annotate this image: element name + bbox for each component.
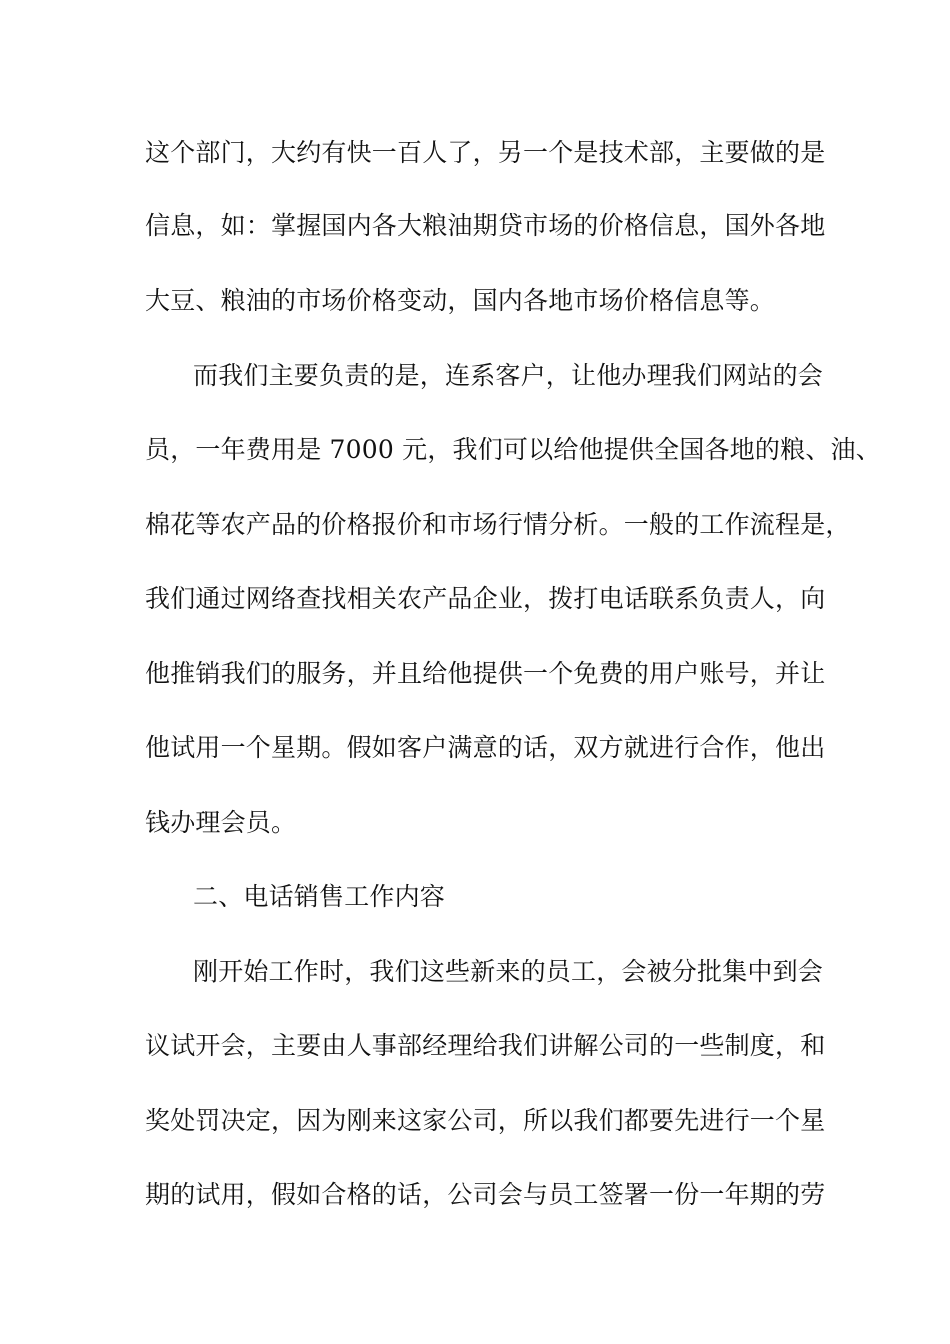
text-line: 信息，如：掌握国内各大粮油期贷市场的价格信息，国外各地 xyxy=(145,211,826,240)
text-line: 这个部门，大约有快一百人了，另一个是技术部，主要做的是 xyxy=(145,138,826,167)
section-heading: 二、电话销售工作内容 xyxy=(193,882,446,911)
text-line: 棉花等农产品的价格报价和市场行情分析。一般的工作流程是， xyxy=(145,510,851,539)
paragraph-start-line: 而我们主要负责的是，连系客户，让他办理我们网站的会 xyxy=(193,361,824,390)
text-line: 我们通过网络查找相关农产品企业，拨打电话联系负责人，向 xyxy=(145,584,826,613)
text-line: 奖处罚决定，因为刚来这家公司，所以我们都要先进行一个星 xyxy=(145,1106,826,1135)
text-line: 他推销我们的服务，并且给他提供一个免费的用户账号，并让 xyxy=(145,659,826,688)
text-line: 员，一年费用是 7000 元，我们可以给他提供全国各地的粮、油、 xyxy=(145,435,881,464)
text-line: 钱办理会员。 xyxy=(145,808,297,837)
text-line: 议试开会，主要由人事部经理给我们讲解公司的一些制度，和 xyxy=(145,1031,826,1060)
text-line: 他试用一个星期。假如客户满意的话，双方就进行合作，他出 xyxy=(145,733,826,762)
text-line: 期的试用，假如合格的话，公司会与员工签署一份一年期的劳 xyxy=(145,1180,826,1209)
paragraph-start-line: 刚开始工作时，我们这些新来的员工，会被分批集中到会 xyxy=(193,957,824,986)
text-line: 大豆、粮油的市场价格变动，国内各地市场价格信息等。 xyxy=(145,286,776,315)
